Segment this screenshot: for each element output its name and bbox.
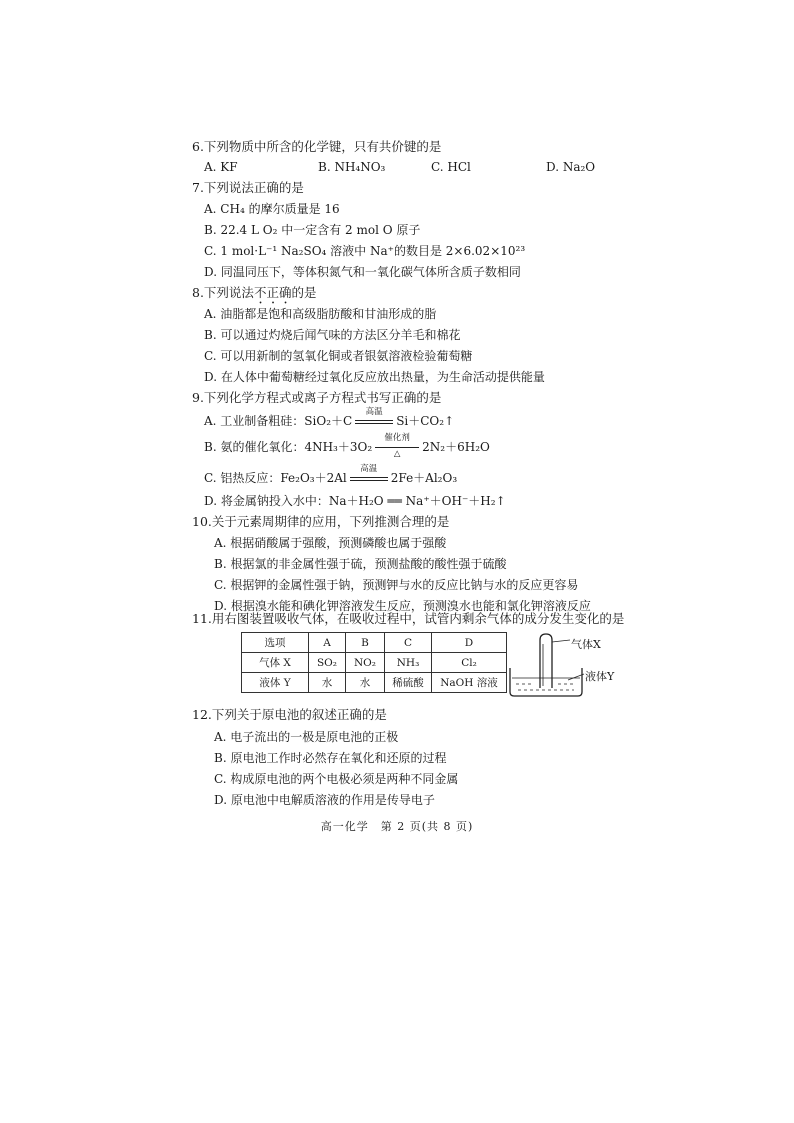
table-row (242, 673, 507, 693)
table-cell: 稀硫酸 (385, 673, 432, 693)
equals-condition-mark (355, 406, 393, 429)
q12-option-c: C. 构成原电池的两个电极必须是两种不同金属 (214, 772, 459, 786)
gas-x-label: 气体X (571, 638, 601, 651)
q9-option-a (204, 406, 455, 431)
q11-stem: 11.用右图装置吸收气体，在吸收过程中，试管内剩余气体的成分发生变化的是 (192, 611, 625, 626)
q6-option-c: C. HCl (431, 160, 471, 174)
q12-option-b: B. 原电池工作时必然存在氧化和还原的过程 (214, 751, 447, 765)
q9-c-left: C. 铝热反应：Fe₂O₃＋2Al (204, 471, 347, 485)
table-cell: NO₂ (346, 653, 385, 673)
q10-option-c: C. 根据钾的金属性强于钠，预测钾与水的反应比钠与水的反应更容易 (214, 578, 579, 592)
q10-option-a: A. 根据硝酸属于强酸，预测磷酸也属于强酸 (214, 536, 447, 550)
q8-stem-emphasis: 不正确 (253, 285, 292, 300)
equals-condition-mark (350, 463, 388, 486)
q12-option-d: D. 原电池中电解质溶液的作用是传导电子 (214, 793, 435, 807)
table-cell: A (309, 633, 346, 653)
q9-a-condition: 高温 (365, 406, 383, 417)
trough (510, 668, 582, 696)
q7-option-a: A. CH₄ 的摩尔质量是 16 (204, 202, 340, 216)
q12-option-a: A. 电子流出的一极是原电池的正极 (214, 730, 399, 744)
q9-option-d: D. 将金属钠投入水中：Na＋H₂O ══ Na⁺＋OH⁻＋H₂↑ (204, 494, 506, 508)
q10-option-d: D. 根据溴水能和碘化钾溶液发生反应，预测溴水也能和氯化钾溶液反应 (214, 599, 591, 613)
table-cell: NH₃ (385, 653, 432, 673)
q10-stem: 10.关于元素周期律的应用，下列推测合理的是 (192, 514, 450, 529)
q9-option-b (204, 432, 490, 459)
q8-option-c: C. 可以用新制的氢氧化铜或者银氨溶液检验葡萄糖 (204, 349, 473, 363)
q8-stem-pre: 8.下列说法 (192, 285, 254, 300)
table-cell: Cl₂ (432, 653, 507, 673)
table-cell: 气体 X (242, 653, 309, 673)
q8-option-d: D. 在人体中葡萄糖经过氧化反应放出热量，为生命活动提供能量 (204, 370, 545, 384)
liquid-y-label: 液体Y (585, 670, 615, 683)
q9-b-right: 2N₂＋6H₂O (422, 440, 490, 454)
q7-option-d: D. 同温同压下，等体积氮气和一氧化碳气体所含质子数相同 (204, 265, 521, 279)
arrow-condition-mark (375, 432, 419, 459)
q9-c-right: 2Fe＋Al₂O₃ (390, 471, 458, 485)
q11-options-table (241, 632, 507, 693)
q9-option-c (204, 463, 458, 488)
q8-stem-post: 的是 (291, 285, 317, 300)
test-tube (540, 634, 552, 688)
q6-option-d: D. Na₂O (546, 160, 596, 174)
q9-a-right: Si＋CO₂↑ (396, 414, 455, 428)
table-cell: 液体 Y (242, 673, 309, 693)
q7-option-b: B. 22.4 L O₂ 中一定含有 2 mol O 原子 (204, 223, 421, 237)
table-cell: 水 (346, 673, 385, 693)
q7-stem: 7.下列说法正确的是 (192, 180, 304, 195)
table-cell: SO₂ (309, 653, 346, 673)
table-cell: 选项 (242, 633, 309, 653)
table-cell: C (385, 633, 432, 653)
q6-option-a: A. KF (204, 160, 238, 174)
q10-option-b: B. 根据氯的非金属性强于硫，预测盐酸的酸性强于硫酸 (214, 557, 507, 571)
q8-option-a: A. 油脂都是饱和高级脂肪酸和甘油形成的脂 (204, 307, 437, 321)
pointer-x (552, 640, 570, 642)
q8-option-b: B. 可以通过灼烧后闻气味的方法区分羊毛和棉花 (204, 328, 461, 342)
q6-option-b: B. NH₄NO₃ (318, 160, 386, 174)
q12-stem: 12.下列关于原电池的叙述正确的是 (192, 707, 387, 722)
q9-c-condition: 高温 (360, 463, 378, 474)
q9-a-left: A. 工业制备粗硅：SiO₂＋C (204, 414, 353, 428)
page-footer: 高一化学 第 2 页(共 8 页) (320, 820, 474, 833)
table-cell: 水 (309, 673, 346, 693)
table-cell: B (346, 633, 385, 653)
table-row (242, 653, 507, 673)
q9-b-condition-top: 催化剂 (384, 432, 410, 443)
q9-b-condition-bottom: △ (393, 448, 401, 459)
table-cell: D (432, 633, 507, 653)
q6-stem: 6.下列物质中所含的化学键，只有共价键的是 (192, 139, 442, 154)
table-cell: NaOH 溶液 (432, 673, 507, 693)
q9-b-left: B. 氨的催化氧化：4NH₃＋3O₂ (204, 440, 373, 454)
q7-option-c: C. 1 mol·L⁻¹ Na₂SO₄ 溶液中 Na⁺的数目是 2×6.02×10²³ (204, 244, 526, 258)
q9-stem: 9.下列化学方程式或离子方程式书写正确的是 (192, 390, 442, 405)
table-row (242, 633, 507, 653)
